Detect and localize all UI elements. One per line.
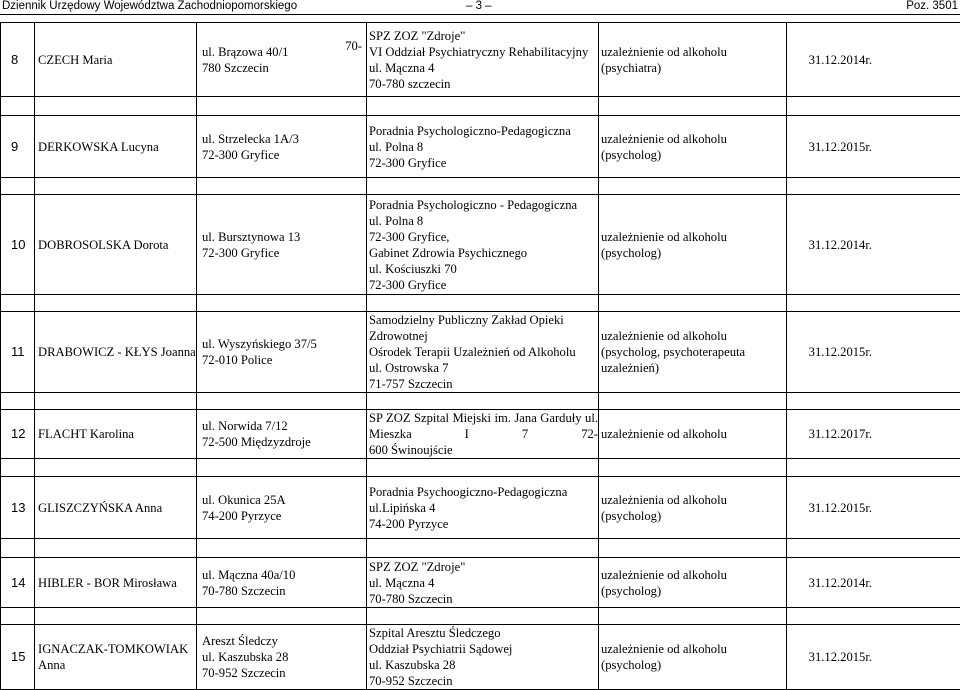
expert-name-line: GLISZCZYŃSKA Anna	[38, 500, 196, 516]
institution-line: Poradnia Psychologiczno - Pedagogiczna	[369, 197, 598, 213]
spacer-cell	[599, 393, 787, 410]
institution-line: 600 Świnoujście	[369, 442, 598, 458]
spacer-cell	[367, 393, 599, 410]
spacer-cell	[197, 295, 367, 312]
expert-name	[35, 625, 197, 690]
institution	[367, 410, 599, 459]
expert-address	[197, 625, 367, 690]
table-row	[1, 116, 960, 178]
spacer-cell	[367, 295, 599, 312]
expert-address	[197, 477, 367, 539]
spacer-cell	[197, 539, 367, 558]
spacer-cell	[1, 539, 35, 558]
expert-address-line: 70-780 Szczecin	[202, 583, 366, 599]
spacer-cell	[197, 393, 367, 410]
spacer-cell	[599, 295, 787, 312]
expert-address-line: 74-200 Pyrzyce	[202, 508, 366, 524]
spacer-cell	[599, 178, 787, 195]
row-spacer	[1, 97, 960, 116]
institution-line: 72-300 Gryfice	[369, 155, 598, 171]
expert-address	[197, 558, 367, 608]
spacer-cell	[197, 459, 367, 477]
spacer-cell	[787, 178, 960, 195]
specialty-line: uzależnienie od alkoholu	[601, 131, 786, 147]
row-number: 13	[1, 477, 35, 539]
institution-line: 72-300 Gryfice,	[369, 229, 598, 245]
validity-date: 31.12.2015r.	[787, 312, 960, 393]
institution	[367, 116, 599, 178]
expert-address-line: ul. Norwida 7/12	[202, 418, 366, 434]
row-spacer	[1, 295, 960, 312]
spacer-cell	[367, 539, 599, 558]
expert-name	[35, 23, 197, 97]
validity-date: 31.12.2015r.	[787, 625, 960, 690]
institution	[367, 625, 599, 690]
spacer-cell	[35, 608, 197, 625]
specialty-line: uzależnienie od alkoholu	[601, 44, 786, 60]
expert-address-line: 780 Szczecin	[202, 60, 366, 76]
spacer-cell	[787, 393, 960, 410]
expert-name	[35, 312, 197, 393]
expert-address-line: ul. Brązowa 40/1	[202, 44, 366, 60]
row-number: 11	[1, 312, 35, 393]
validity-date: 31.12.2014r.	[787, 558, 960, 608]
institution-line: ul. Ostrowska 7	[369, 360, 598, 376]
expert-name	[35, 410, 197, 459]
institution-line: SPZ ZOZ "Zdroje"	[369, 28, 598, 44]
expert-address	[197, 410, 367, 459]
spacer-cell	[35, 539, 197, 558]
expert-name-line: CZECH Maria	[38, 52, 196, 68]
expert-address-line: 70-952 Szczecin	[202, 665, 366, 681]
specialty-line: (psycholog)	[601, 245, 786, 261]
spacer-cell	[35, 178, 197, 195]
spacer-cell	[787, 608, 960, 625]
specialty-line: (psycholog, psychoterapeuta	[601, 344, 786, 360]
expert-address	[197, 23, 367, 97]
specialty-line: (psycholog)	[601, 508, 786, 524]
validity-date: 31.12.2017r.	[787, 410, 960, 459]
specialty	[599, 116, 787, 178]
specialty	[599, 23, 787, 97]
table-row	[1, 195, 960, 295]
spacer-cell	[197, 178, 367, 195]
specialty	[599, 625, 787, 690]
spacer-cell	[599, 97, 787, 116]
specialty-line: uzależnienie od alkoholu	[601, 328, 786, 344]
institution-line: Poradnia Psychologiczno-Pedagogiczna	[369, 123, 598, 139]
expert-name	[35, 558, 197, 608]
page-number: – 3 –	[466, 0, 492, 12]
expert-name-line: DOBROSOLSKA Dorota	[38, 237, 196, 253]
spacer-cell	[787, 459, 960, 477]
expert-name-line: FLACHT Karolina	[38, 426, 196, 442]
row-spacer	[1, 608, 960, 625]
institution-line: Poradnia Psychoogiczno-Pedagogiczna	[369, 484, 598, 500]
row-number: 15	[1, 625, 35, 690]
spacer-cell	[367, 178, 599, 195]
row-number: 10	[1, 195, 35, 295]
page-header	[0, 0, 960, 15]
expert-name	[35, 116, 197, 178]
spacer-cell	[787, 97, 960, 116]
expert-name-line: HIBLER - BOR Mirosława	[38, 575, 196, 591]
institution-line: ul. Mączna 4	[369, 60, 598, 76]
specialty-line: uzależnienie od alkoholu	[601, 641, 786, 657]
institution	[367, 312, 599, 393]
spacer-cell	[1, 393, 35, 410]
institution-line: Mieszka I 7 72-	[369, 426, 598, 442]
experts-table	[0, 22, 960, 690]
spacer-cell	[367, 97, 599, 116]
spacer-cell	[1, 459, 35, 477]
table-row	[1, 625, 960, 690]
spacer-cell	[1, 97, 35, 116]
spacer-cell	[1, 608, 35, 625]
spacer-cell	[367, 459, 599, 477]
spacer-cell	[35, 393, 197, 410]
table-row	[1, 558, 960, 608]
institution-line: ul.Lipińska 4	[369, 500, 598, 516]
specialty-line: uzależnienie od alkoholu	[601, 567, 786, 583]
spacer-cell	[599, 608, 787, 625]
expert-address-line: ul. Strzelecka 1A/3	[202, 131, 366, 147]
row-number: 8	[1, 23, 35, 97]
validity-date: 31.12.2015r.	[787, 116, 960, 178]
spacer-cell	[1, 295, 35, 312]
specialty	[599, 312, 787, 393]
spacer-cell	[367, 608, 599, 625]
spacer-cell	[787, 539, 960, 558]
institution	[367, 477, 599, 539]
specialty-line: (psycholog)	[601, 147, 786, 163]
institution-line: Oddział Psychiatrii Sądowej	[369, 641, 598, 657]
row-number: 9	[1, 116, 35, 178]
institution	[367, 23, 599, 97]
institution-line: Samodzielny Publiczny Zakład Opieki	[369, 312, 598, 328]
institution-line: ul. Kaszubska 28	[369, 657, 598, 673]
spacer-cell	[197, 97, 367, 116]
table-row	[1, 312, 960, 393]
spacer-cell	[1, 178, 35, 195]
expert-address-line: 72-010 Police	[202, 352, 366, 368]
row-spacer	[1, 178, 960, 195]
specialty	[599, 410, 787, 459]
table-row	[1, 23, 960, 97]
expert-address-line: ul. Okunica 25A	[202, 492, 366, 508]
specialty	[599, 558, 787, 608]
institution-line: Gabinet Zdrowia Psychicznego	[369, 245, 598, 261]
address-prefix: 70-	[345, 38, 364, 54]
expert-address-line: ul. Mączna 40a/10	[202, 567, 366, 583]
institution-line: ul. Kościuszki 70	[369, 261, 598, 277]
row-spacer	[1, 539, 960, 558]
expert-name-line: DERKOWSKA Lucyna	[38, 139, 196, 155]
specialty-line: uzależnienie od alkoholu	[601, 229, 786, 245]
expert-name-line: Anna	[38, 657, 196, 673]
table-row	[1, 410, 960, 459]
expert-address-line: 72-300 Gryfice	[202, 245, 366, 261]
expert-name-line: IGNACZAK-TOMKOWIAK	[38, 641, 196, 657]
spacer-cell	[787, 295, 960, 312]
expert-address-line: ul. Kaszubska 28	[202, 649, 366, 665]
row-spacer	[1, 393, 960, 410]
expert-address-line: ul. Wyszyńskiego 37/5	[202, 336, 366, 352]
institution-line: ul. Polna 8	[369, 139, 598, 155]
table-row	[1, 477, 960, 539]
institution-line: 72-300 Gryfice	[369, 277, 598, 293]
institution-line: 70-780 szczecin	[369, 76, 598, 92]
row-number: 14	[1, 558, 35, 608]
expert-address	[197, 195, 367, 295]
specialty-line: (psychiatra)	[601, 60, 786, 76]
expert-address-line: Areszt Śledczy	[202, 633, 366, 649]
institution-line: SP ZOZ Szpital Miejski im. Jana Garduły ul.	[369, 410, 598, 426]
institution-line: ul. Polna 8	[369, 213, 598, 229]
row-spacer	[1, 459, 960, 477]
expert-address-line: 72-500 Międzyzdroje	[202, 434, 366, 450]
specialty-line: (psycholog)	[601, 657, 786, 673]
institution-line: 71-757 Szczecin	[369, 376, 598, 392]
institution-line: 70-952 Szczecin	[369, 673, 598, 689]
institution-line: Zdrowotnej	[369, 328, 598, 344]
expert-address	[197, 116, 367, 178]
expert-name	[35, 195, 197, 295]
spacer-cell	[35, 97, 197, 116]
specialty-line: uzależnienia od alkoholu	[601, 492, 786, 508]
specialty	[599, 477, 787, 539]
institution	[367, 558, 599, 608]
institution-line: ul. Mączna 4	[369, 575, 598, 591]
validity-date: 31.12.2014r.	[787, 23, 960, 97]
spacer-cell	[599, 539, 787, 558]
specialty-line: (psycholog)	[601, 583, 786, 599]
institution-line: Ośrodek Terapii Uzależnień od Alkoholu	[369, 344, 598, 360]
institution-line: 74-200 Pyrzyce	[369, 516, 598, 532]
specialty-line: uzależnień)	[601, 360, 786, 376]
expert-address-line: ul. Bursztynowa 13	[202, 229, 366, 245]
expert-address-line: 72-300 Gryfice	[202, 147, 366, 163]
experts-table-body	[1, 23, 960, 690]
institution-line: VI Oddział Psychiatryczny Rehabilitacyjny	[369, 44, 598, 60]
spacer-cell	[35, 459, 197, 477]
institution-line: 70-780 Szczecin	[369, 591, 598, 607]
validity-date: 31.12.2014r.	[787, 195, 960, 295]
spacer-cell	[197, 608, 367, 625]
spacer-cell	[599, 459, 787, 477]
expert-name	[35, 477, 197, 539]
expert-address	[197, 312, 367, 393]
specialty	[599, 195, 787, 295]
expert-name-line: DRABOWICZ - KŁYS Joanna	[38, 344, 196, 360]
spacer-cell	[35, 295, 197, 312]
validity-date: 31.12.2015r.	[787, 477, 960, 539]
row-number: 12	[1, 410, 35, 459]
specialty-line: uzależnienie od alkoholu	[601, 426, 786, 442]
journal-title: Dziennik Urzędowy Województwa Zachodniopomorskiego	[2, 0, 297, 12]
institution-line: Szpital Aresztu Śledczego	[369, 625, 598, 641]
position-number: Poz. 3501	[906, 0, 958, 12]
institution-line: SPZ ZOZ "Zdroje"	[369, 559, 598, 575]
institution	[367, 195, 599, 295]
